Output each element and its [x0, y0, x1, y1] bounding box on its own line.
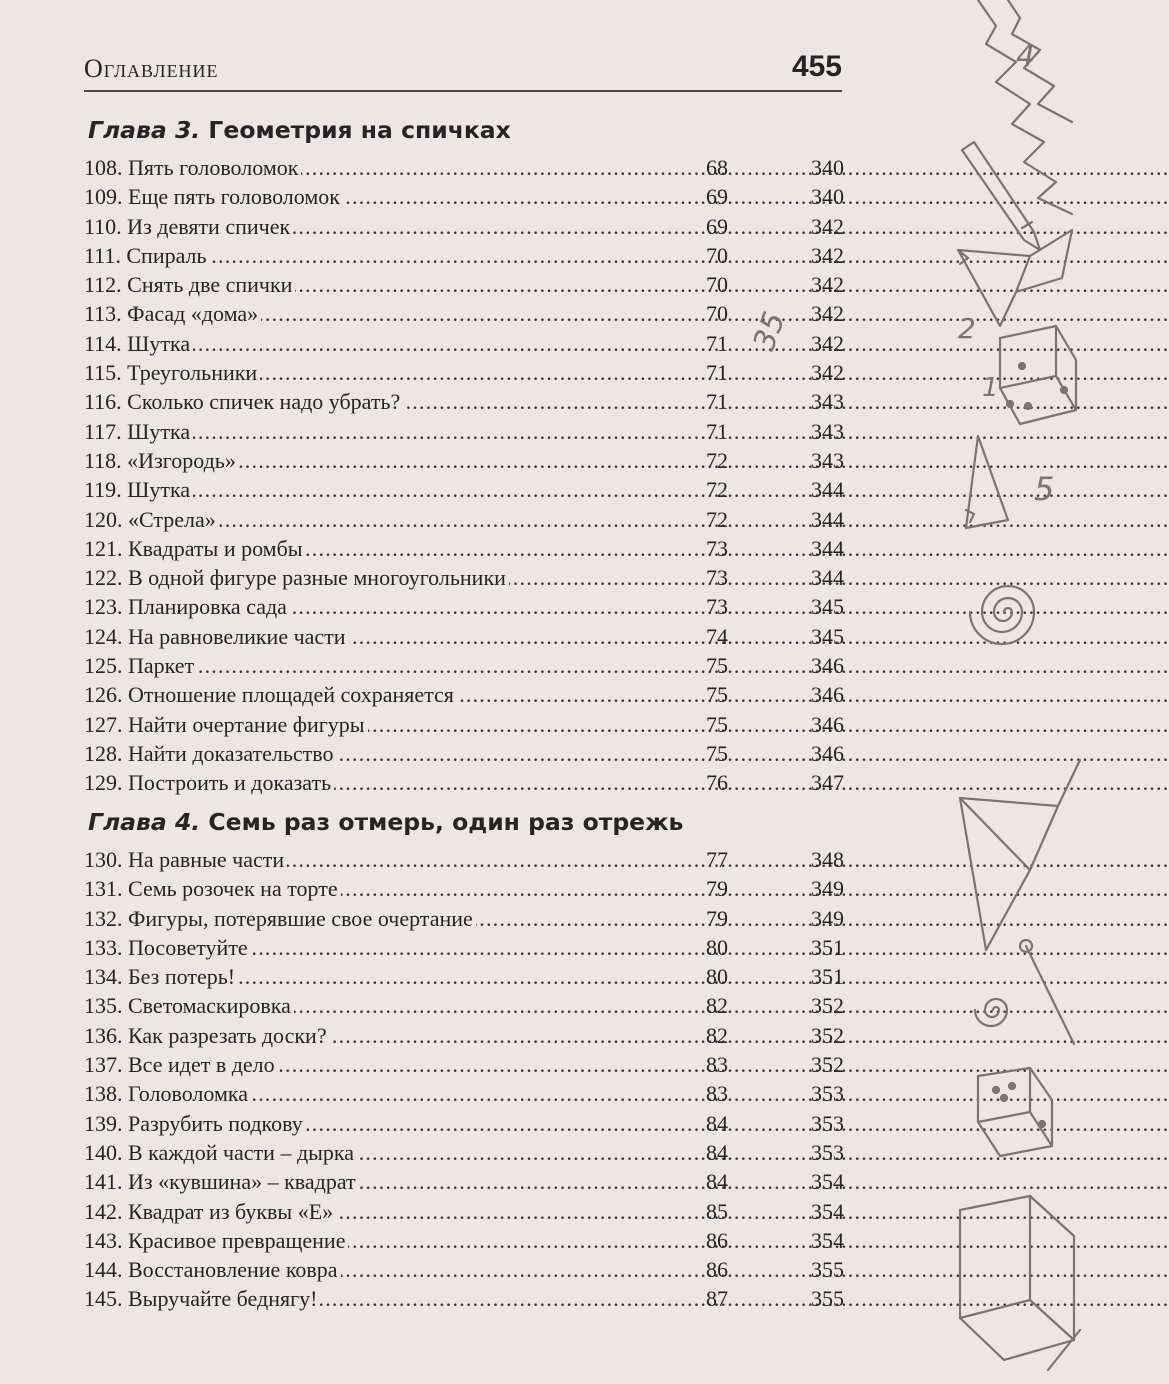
toc-entry: [84, 1021, 844, 1050]
margin-digit: 4: [1016, 39, 1036, 74]
solution-page: 354: [811, 1169, 844, 1195]
entry-title: [84, 475, 696, 504]
entry-title-text: 137. Все идет в дело: [84, 1052, 278, 1077]
toc-entry: [84, 1050, 844, 1079]
toc-entry: [84, 1109, 844, 1138]
problem-page: 80: [706, 964, 728, 990]
problem-page: 73: [706, 594, 728, 620]
solution-page: 342: [811, 272, 844, 298]
solution-page: 353: [811, 1139, 844, 1165]
problem-page: 70: [706, 301, 728, 327]
entry-title-text: 139. Разрубить подкову: [84, 1111, 306, 1136]
problem-page: 79: [706, 876, 728, 902]
entry-title: [84, 680, 696, 709]
toc-entry: [84, 962, 844, 991]
dice-icon: [978, 1068, 1052, 1156]
match-icon: [1020, 940, 1074, 1044]
margin-digit: 2: [958, 312, 976, 345]
toc-entry: [84, 1138, 844, 1167]
entry-title: [84, 270, 696, 299]
entry-title: [84, 1079, 696, 1108]
entry-title: [84, 153, 696, 182]
solution-page: 340: [811, 184, 844, 210]
entry-title-text: 120. «Стрела»: [84, 507, 219, 532]
solution-page: 342: [811, 330, 844, 356]
chapter-heading: [88, 808, 683, 836]
solution-page: 342: [811, 242, 844, 268]
toc-entry: [84, 1197, 844, 1226]
entry-title: [84, 1226, 696, 1255]
problem-page: 84: [706, 1169, 728, 1195]
solution-page: 355: [811, 1286, 844, 1312]
solution-page: 346: [811, 653, 844, 679]
entry-title: [84, 299, 696, 328]
dice-icon: [1000, 326, 1076, 424]
entry-title: [84, 710, 696, 739]
entry-title: [84, 417, 696, 446]
problem-page: 69: [706, 213, 728, 239]
running-title: Оглавление: [84, 54, 219, 83]
margin-digit: 1: [982, 373, 999, 403]
solution-page: 340: [811, 155, 844, 180]
problem-page: 79: [706, 905, 728, 931]
entry-title: [84, 446, 696, 475]
cube-icon: [960, 1196, 1080, 1370]
toc-entry: [84, 1079, 844, 1108]
entry-title-text: 119. Шутка: [84, 477, 193, 502]
entry-title: [84, 768, 696, 797]
entry-title: [84, 622, 696, 651]
chapter-heading: [88, 116, 511, 144]
problem-page: 73: [706, 535, 728, 561]
toc-entry: [84, 446, 844, 475]
problem-page: 70: [706, 272, 728, 298]
solution-page: 354: [811, 1198, 844, 1224]
problem-page: 77: [706, 847, 728, 872]
toc-entry: [84, 1167, 844, 1196]
toc-entry: [84, 1255, 844, 1284]
solution-page: 354: [811, 1227, 844, 1253]
entry-title: [84, 991, 696, 1020]
entry-title-text: 124. На равновеликие части: [84, 624, 349, 649]
entry-title-text: 134. Без потерь!: [84, 964, 238, 989]
problem-page: 86: [706, 1257, 728, 1283]
solution-page: 342: [811, 213, 844, 239]
entry-title-text: 141. Из «кувшина» – квадрат: [84, 1169, 359, 1194]
problem-page: 76: [706, 770, 728, 796]
entry-title-text: 125. Паркет: [84, 653, 197, 678]
toc-entry: [84, 417, 844, 446]
problem-page: 87: [706, 1286, 728, 1312]
solution-page: 345: [811, 623, 844, 649]
entry-title-text: 122. В одной фигуре разные многоугольники: [84, 565, 509, 590]
problem-page: 70: [706, 242, 728, 268]
entry-title-text: 109. Еще пять головоломок: [84, 184, 343, 209]
solution-page: 349: [811, 876, 844, 902]
toc-entry: [84, 845, 844, 874]
problem-page: 84: [706, 1139, 728, 1165]
problem-page: 68: [706, 155, 728, 180]
toc-entry: [84, 680, 844, 709]
entry-title-text: 117. Шутка: [84, 419, 193, 444]
solution-page: 345: [811, 594, 844, 620]
toc-entry: [84, 874, 844, 903]
problem-page: 75: [706, 653, 728, 679]
entry-title-text: 114. Шутка: [84, 331, 193, 356]
toc-entry: [84, 534, 844, 563]
solution-page: 352: [811, 993, 844, 1019]
entry-title: [84, 182, 696, 211]
toc-entry: [84, 991, 844, 1020]
entry-title: [84, 592, 696, 621]
problem-page: 75: [706, 740, 728, 766]
toc-entry: [84, 904, 844, 933]
entry-title: [84, 845, 696, 874]
chapter-title: Семь раз отмерь, один раз отрежь: [208, 808, 684, 836]
entry-title: [84, 1255, 696, 1284]
entry-title: [84, 1197, 696, 1226]
running-head: [84, 48, 842, 92]
toc-entry: [84, 475, 844, 504]
entry-title: [84, 933, 696, 962]
entry-title: [84, 1050, 696, 1079]
problem-page: 83: [706, 1052, 728, 1078]
entry-title-text: 113. Фасад «дома»: [84, 301, 261, 326]
entry-title-text: 115. Треугольники: [84, 360, 260, 385]
entry-title: [84, 505, 696, 534]
toc-entry: [84, 739, 844, 768]
toc-entry: [84, 270, 844, 299]
solution-page: 352: [811, 1052, 844, 1078]
problem-page: 84: [706, 1110, 728, 1136]
chapter-label: Глава 4.: [88, 808, 201, 836]
triangle-icon: [966, 436, 1008, 528]
problem-page: 72: [706, 477, 728, 503]
toc-entry: [84, 622, 844, 651]
solution-page: 351: [811, 964, 844, 990]
toc-entry: [84, 710, 844, 739]
problem-page: 69: [706, 184, 728, 210]
margin-digit: 5: [1034, 470, 1055, 508]
entry-title-text: 142. Квадрат из буквы «Е»: [84, 1199, 336, 1224]
toc-entry: [84, 1284, 844, 1313]
toc-entry: [84, 153, 844, 182]
toc-entry: [84, 387, 844, 416]
entry-title: [84, 739, 696, 768]
toc-entry: [84, 358, 844, 387]
solution-page: 344: [811, 535, 844, 561]
entry-title-text: 126. Отношение площадей сохраняется: [84, 682, 457, 707]
problem-page: 85: [706, 1198, 728, 1224]
entry-title: [84, 241, 696, 270]
entry-title-text: 138. Головоломка: [84, 1081, 251, 1106]
entry-title: [84, 1021, 696, 1050]
problem-page: 71: [706, 330, 728, 356]
problem-page: 72: [706, 506, 728, 532]
solution-page: 343: [811, 418, 844, 444]
entry-title-text: 116. Сколько спичек надо убрать?: [84, 389, 403, 414]
entry-title: [84, 962, 696, 991]
toc-entry: [84, 592, 844, 621]
solution-page: 355: [811, 1257, 844, 1283]
problem-page: 75: [706, 711, 728, 737]
solution-page: 352: [811, 1022, 844, 1048]
solution-page: 353: [811, 1110, 844, 1136]
toc-entry: [84, 241, 844, 270]
solution-page: 347: [811, 770, 844, 796]
solution-page: 344: [811, 565, 844, 591]
entry-title: [84, 212, 696, 241]
toc-entry: [84, 651, 844, 680]
solution-page: 342: [811, 360, 844, 386]
solution-page: 343: [811, 447, 844, 473]
toc-list: [84, 153, 844, 798]
toc-entry: [84, 563, 844, 592]
page-number: 455: [791, 50, 842, 83]
toc-entry: [84, 182, 844, 211]
toc-entry: [84, 299, 844, 328]
entry-title-text: 145. Выручайте беднягу!: [84, 1286, 320, 1311]
entry-title-text: 128. Найти доказательство: [84, 741, 337, 766]
solution-page: 348: [811, 847, 844, 872]
pyramid-icon: [960, 760, 1080, 950]
toc-entry: [84, 1226, 844, 1255]
entry-title-text: 112. Снять две спички: [84, 272, 295, 297]
entry-title-text: 123. Планировка сада: [84, 594, 290, 619]
entry-title: [84, 1138, 696, 1167]
toc-entry: [84, 768, 844, 797]
entry-title-text: 131. Семь розочек на торте: [84, 876, 341, 901]
entry-title: [84, 329, 696, 358]
solution-page: 349: [811, 905, 844, 931]
entry-title-text: 130. На равные части: [84, 847, 287, 872]
entry-title-text: 136. Как разрезать доски?: [84, 1023, 330, 1048]
problem-page: 82: [706, 1022, 728, 1048]
entry-title: [84, 563, 696, 592]
entry-title-text: 118. «Изгородь»: [84, 448, 239, 473]
solution-page: 351: [811, 934, 844, 960]
toc-list: [84, 845, 844, 1314]
solution-page: 346: [811, 711, 844, 737]
problem-page: 71: [706, 389, 728, 415]
entry-title-text: 133. Посоветуйте: [84, 935, 251, 960]
chapter-title: Геометрия на спичках: [208, 116, 511, 144]
solution-page: 353: [811, 1081, 844, 1107]
solution-page: 346: [811, 682, 844, 708]
problem-page: 86: [706, 1227, 728, 1253]
problem-page: 73: [706, 565, 728, 591]
problem-page: 83: [706, 1081, 728, 1107]
entry-title-text: 110. Из девяти спичек: [84, 214, 293, 239]
entry-title: [84, 904, 696, 933]
spiral-icon: [975, 999, 1007, 1026]
problem-page: 82: [706, 993, 728, 1019]
problem-page: 80: [706, 934, 728, 960]
spiral-icon: [970, 586, 1034, 644]
entry-title-text: 143. Красивое превращение: [84, 1228, 348, 1253]
problem-page: 74: [706, 623, 728, 649]
problem-page: 71: [706, 418, 728, 444]
problem-page: 71: [706, 360, 728, 386]
entry-title: [84, 358, 696, 387]
entry-title-text: 111. Спираль: [84, 243, 210, 268]
zigzag-icon: [978, 0, 1072, 214]
margin-digit: 35: [746, 307, 793, 356]
entry-title-text: 129. Построить и доказать: [84, 770, 334, 795]
solution-page: 343: [811, 389, 844, 415]
entry-title-text: 140. В каждой части – дырка: [84, 1140, 357, 1165]
problem-page: 75: [706, 682, 728, 708]
entry-title-text: 127. Найти очертание фигуры: [84, 712, 368, 737]
entry-title: [84, 1109, 696, 1138]
entry-title-text: 108. Пять головоломок: [84, 155, 301, 180]
solution-page: 342: [811, 301, 844, 327]
entry-title: [84, 387, 696, 416]
toc-entry: [84, 212, 844, 241]
entry-title: [84, 1167, 696, 1196]
entry-title: [84, 874, 696, 903]
entry-title: [84, 1284, 696, 1313]
toc-entry: [84, 329, 844, 358]
entry-title-text: 132. Фигуры, потерявшие свое очертание: [84, 906, 476, 931]
entry-title: [84, 651, 696, 680]
solution-page: 344: [811, 477, 844, 503]
solution-page: 344: [811, 506, 844, 532]
solution-page: 346: [811, 740, 844, 766]
toc-entry: [84, 933, 844, 962]
toc-entry: [84, 505, 844, 534]
entry-title-text: 144. Восстановление ковра: [84, 1257, 341, 1282]
chapter-label: Глава 3.: [88, 116, 201, 144]
entry-title: [84, 534, 696, 563]
problem-page: 72: [706, 447, 728, 473]
entry-title-text: 135. Светомаскировка: [84, 993, 294, 1018]
entry-title-text: 121. Квадраты и ромбы: [84, 536, 306, 561]
